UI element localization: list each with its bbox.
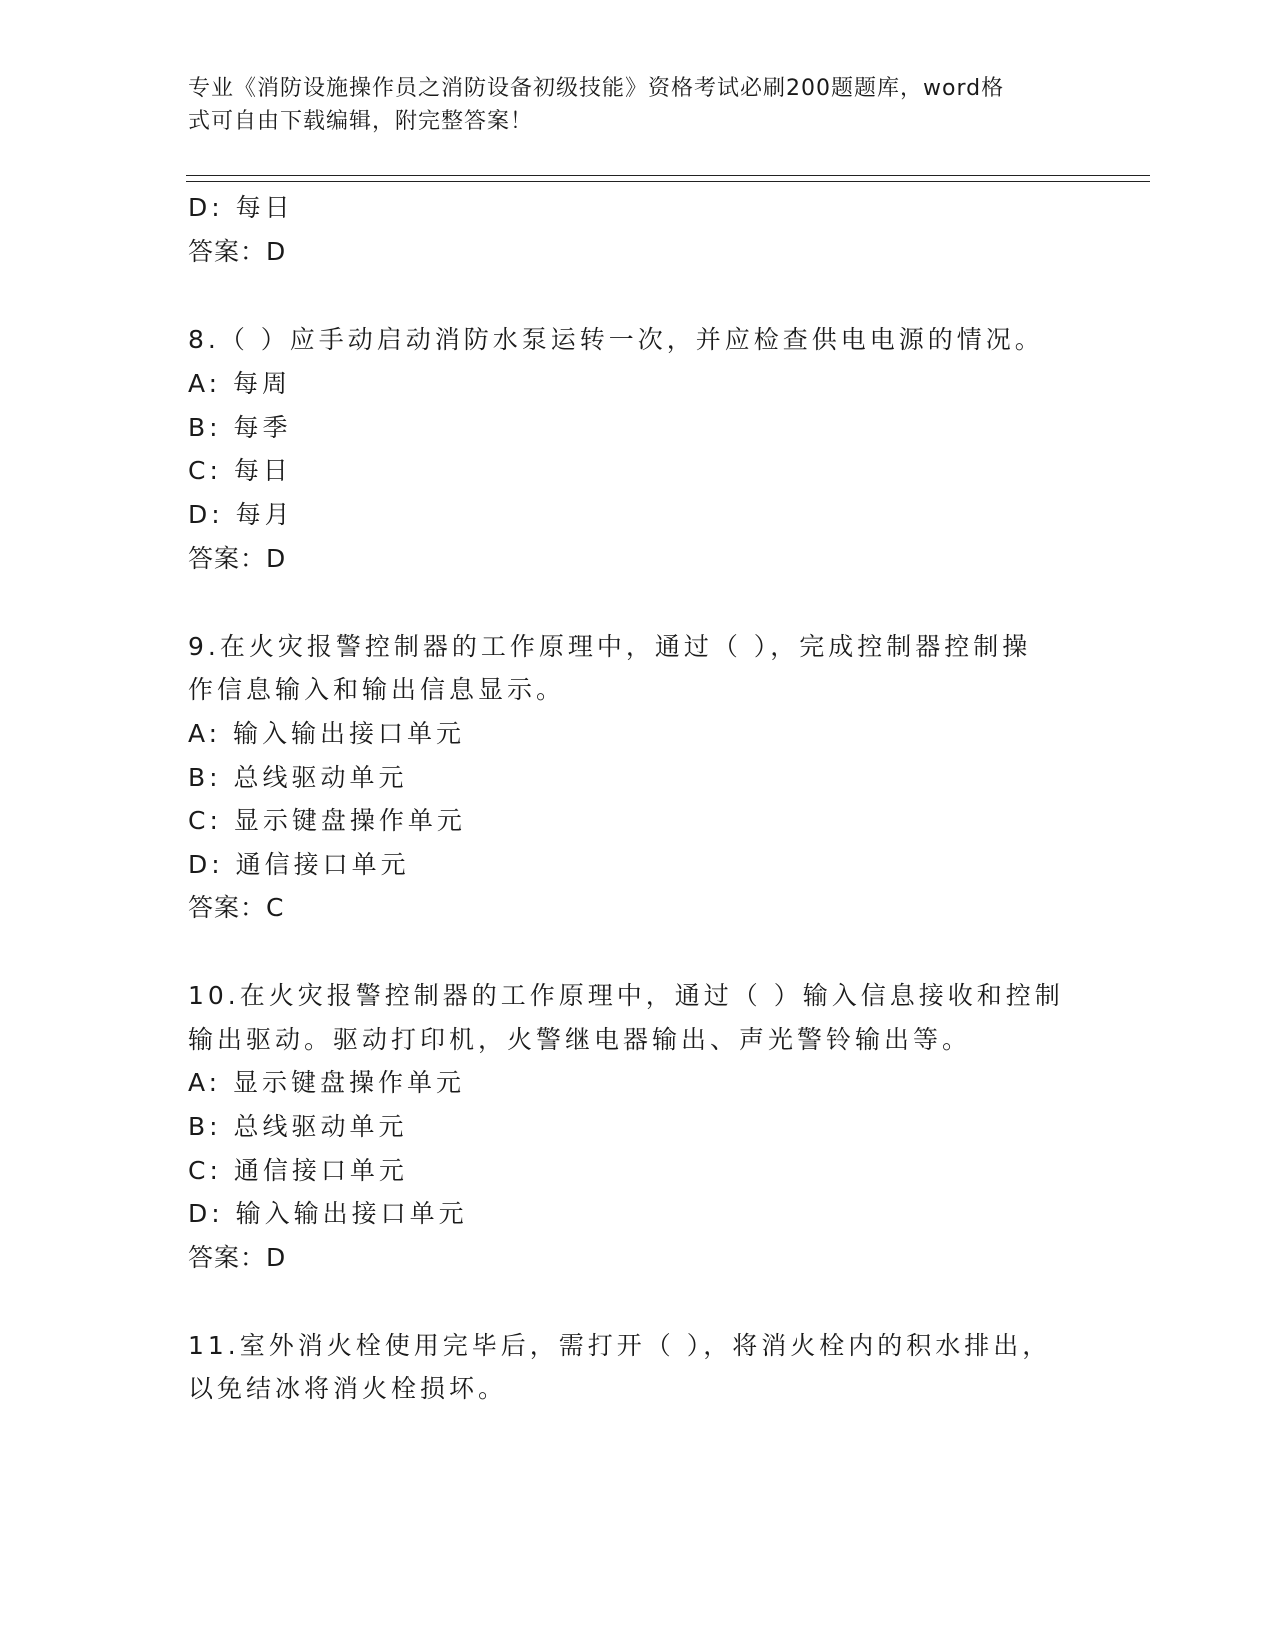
question-10-option-a: A: 显示键盘操作单元 [188,1068,466,1097]
question-9-stem-line-2: 作信息输入和输出信息显示。 [188,675,566,704]
header-line-1: 专业《消防设施操作员之消防设备初级技能》资格考试必刷200题题库，word格 [188,76,1005,101]
answer: 答案：D [188,237,287,266]
question-11-stem-line-2: 以免结冰将消火栓损坏。 [188,1374,508,1403]
document-header [188,72,1068,138]
question-10-option-d: D: 输入输出接口单元 [188,1199,468,1228]
question-8-option-c: C: 每日 [188,456,292,485]
question-9-answer: 答案：C [188,893,285,922]
question-8-option-a: A: 每周 [188,369,292,398]
question-10-stem-line-1: 10.在火灾报警控制器的工作原理中，通过（ ）输入信息接收和控制 [188,981,1064,1010]
question-10-option-b: B: 总线驱动单元 [188,1112,408,1141]
question-8-answer: 答案：D [188,544,287,573]
question-10-stem-line-2: 输出驱动。驱动打印机，火警继电器输出、声光警铃输出等。 [188,1025,972,1054]
header-line-2: 式可自由下载编辑，附完整答案！ [188,109,534,134]
question-9-option-c: C: 显示键盘操作单元 [188,806,466,835]
option-d: D: 每日 [188,193,294,222]
question-9-option-b: B: 总线驱动单元 [188,763,408,792]
header-divider-bottom [186,181,1150,182]
question-9-stem-line-1: 9.在火灾报警控制器的工作原理中，通过（ ），完成控制器控制操 [188,632,1032,661]
question-9-option-d: D: 通信接口单元 [188,850,410,879]
header-divider-top [186,175,1150,176]
question-8-option-b: B: 每季 [188,413,292,442]
question-10-answer: 答案：D [188,1243,287,1272]
question-8-option-d: D: 每月 [188,500,294,529]
question-8-stem: 8.（ ）应手动启动消防水泵运转一次，并应检查供电电源的情况。 [188,325,1044,354]
question-9-option-a: A: 输入输出接口单元 [188,719,466,748]
question-11-stem-line-1: 11.室外消火栓使用完毕后，需打开（ ），将消火栓内的积水排出， [188,1331,1052,1360]
question-10-option-c: C: 通信接口单元 [188,1156,408,1185]
